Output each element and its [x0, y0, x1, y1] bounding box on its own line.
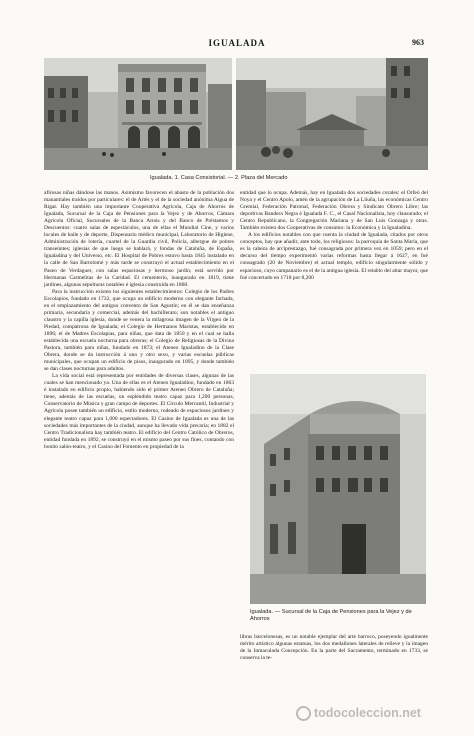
paragraph: libras barcelonesas, es un notable ejemplar del arte barroco, poseyendo igualmente mérito artístico algunas estatuas, los dos medallones laterales de relieve y la imagen de la Inmaculada Concepción. En la parte del Sacramento, terminado en 1733, se conserva la te- [240, 634, 428, 662]
page-title: IGUALADA [208, 38, 266, 48]
paragraph: afirosas niñas dándose las manos. Asimismo favorecen el abasto de la población dos manantiales traídos por particulares: el de Artés y el de la sociedad anónima Aigua de Rigat. Hay también una importante Cooperativa Agrícola, Caja de Ahorros de Igualada, Sucursal de la Caja de Pensiones para la Vejez y de Ahorros, Cámara Agrícola Oficial, Sucursales de la Banca Arnús y del Banco de Préstamos y Descuentos: cuatro salas de espectáculos, una de ellas el Mundial Cine, y varios locales de baile y de deporte, Dispensario médico municipal, Laboratorio de Higiene, Administración de lotería, cuartel de la Guardia civil, Policía, albergue de pobres transeúntes; iglesias de que luego se hablará, y fondas de Cataluña, de España, Igualadina y del Universo, etc. El Hospital de Pobres estuvo hasta 1845 instalado en la calle de San Bartolomé y más tarde se construyó el actual establecimiento en el Paseo de Verdaguer, con salas espaciosas y hermoso jardín; está servido por Hermanas Carmelitas de la Caridad. El cementerio, inaugurado en 1819, tiene jardines, algunas sepulturas notables é iglesia construida en 1868. [44, 190, 234, 288]
photo-plaza-del-mercado [236, 58, 428, 170]
text-column-right-bottom [240, 634, 428, 704]
watermark-text: todocoleccion.net [314, 706, 421, 720]
text-column-left [44, 190, 234, 700]
paragraph: La vida social está representada por entidades de diversas clases, algunas de las cuales se han mencionado ya. Una de ellas es el Ateneo Igualadino, fundado en 1863 é instalado en edificio propio, habiendo sido el primer Ateneo Obrero de Cataluña; tiene, además de las escuelas, un espléndido teatro capaz para 1,200 personas, Conservatorio de Música y gran campo de deportes. El Círculo Mercantil, Industrial y Agrícola posee también un edificio, estilo moderno, rodeado de espaciosos jardines y elegante teatro capaz para 1,000 espectadores. El Casino de Igualada es una de las sociedades más importantes de la ciudad, aunque ha llevado vida precaria; en 1882 el Centro Tradicionalista hay también teatro. El edificio del Centro Católico de Obreros, entidad fundada en 1892, se construyó en el mismo paseo por sus fines, contando con bonito salón-teatro, y el Casino del Fomento en propiedad de la [44, 373, 234, 450]
paragraph: entidad que lo ocupa. Además, hay en Igualada dos sociedades corales: el Orfeó del Noya y el Centro Apolo, amén de la agrupación de La Lliuña, las económicas Centro Gremial, Federación Patronal, Federación Obrera y Sindicato Obrero Libre; las deportivas Bandera Negra é Igualada F. C., el Casal Nacionalista, hoy clausurado; el Centro Republicano, la Congregación Mariana y de San Luis Gonzaga y otras. También existen dos Cooperativas de consumo: la Económica y la Igualadina. [240, 190, 428, 232]
paragraph: Para la instrucción existen los siguientes establecimientos: Colegio de los Padres Escolapios, fundado en 1732, que ocupa un edificio moderno con elegante fachada, en el emplazamiento del antiguo convento de San Agustín; en él se dan enseñanza primaria, secundaria y comercial, además del bachillerato; son notables el antiguo claustro y la capilla iglesia, donde se venera la milagrosa imagen de la Virgen de la Piedad, compatrona de Igualada; el Colegio de Hermanos Maristas, establecido en 1896; el de Madres Escolapias, para niñas, que data de 1850 y en el cual se halla establecida una escuela nocturna para obreras; el Colegio de Religiosas de la Divina Pastora, también para niñas, fundado en 1873; el Ateneo Igualadino de la Clase Obrera, donde se da instrucción á uno y otro sexo, y varias escuelas públicas municipales, que ocupan un edificio de pisos, inaugurado en 1895, y donde también se dan clases nocturnas para adultos. [44, 288, 234, 373]
watermark [296, 706, 466, 726]
photo-caption-right: Igualada. — Sucursal de la Caja de Pensiones para la Vejez y de Ahorros [250, 609, 412, 622]
text-column-right [240, 190, 428, 368]
page-number: 963 [412, 38, 424, 47]
photo-caption-top: Igualada. 1. Casa Consistorial. — 2. Plaza del Mercado [150, 175, 288, 181]
running-head [0, 38, 474, 50]
watermark-logo-icon [296, 706, 311, 721]
photo-casa-consistorial [44, 58, 232, 170]
paragraph: A los edificios notables con que cuenta la ciudad de Igualada, citados por otros conceptos, hay que añadir, ante todo, los religiosos: la parroquia de Santa María, que es la cabeza de arciprestazgo, fué consagrada por primera vez en 1059; pero en el decurso del tiempo experimentó varias reformas hasta llegar á 1627, en fué consagrado (20 de Noviembre) el actual templo, edificio singularmente sólido y espacioso, cuyo campanario es el de la antigua iglesia. El retablo del altar mayor, que fué concertado en 1718 por 8,200 [240, 232, 428, 281]
photo-caja-de-pensiones [250, 374, 426, 604]
